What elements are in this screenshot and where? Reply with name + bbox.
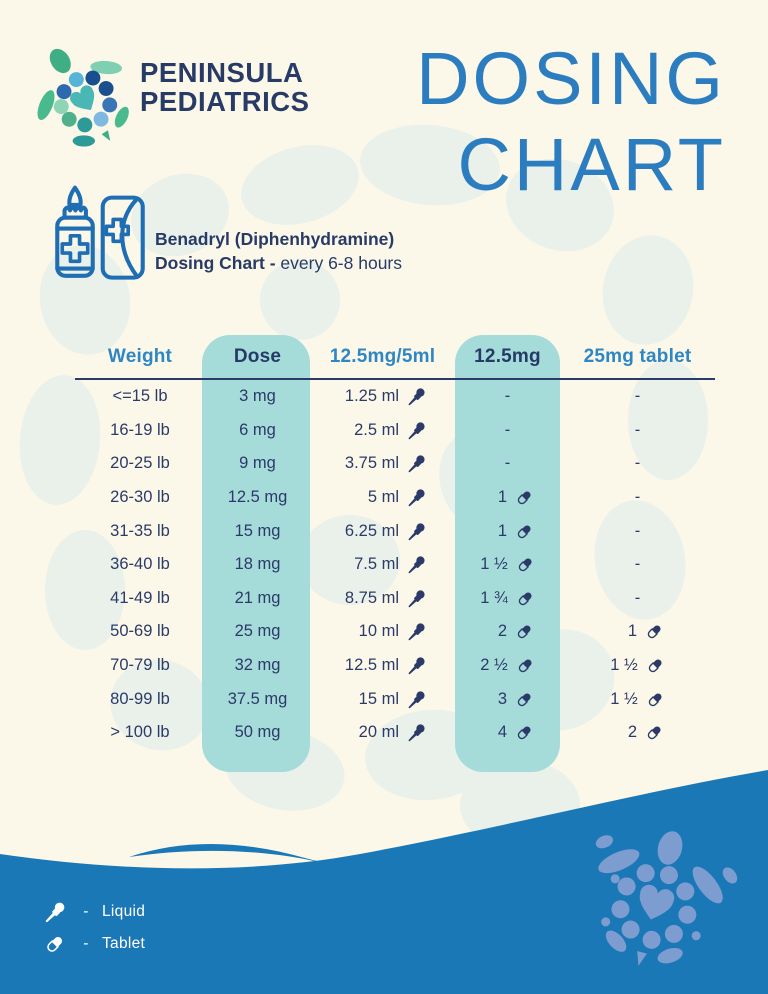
legend-tablet-label: Tablet <box>102 935 146 952</box>
dose-cell: 37.5 mg <box>227 689 288 708</box>
tablet-cell <box>560 555 715 574</box>
dosing-frequency: Dosing Chart - every 6-8 hours <box>155 253 403 273</box>
header-weight: Weight <box>107 345 173 367</box>
legend-separator: - <box>83 903 89 920</box>
tablet-cell <box>560 488 715 507</box>
capsule-icon <box>645 622 664 641</box>
weight-cell: 41-49 lb <box>110 588 170 607</box>
brand-line-1: PENINSULA <box>140 57 304 88</box>
dose-cell: 21 mg <box>234 588 281 607</box>
table-row <box>75 447 715 481</box>
capsule-icon <box>515 690 534 709</box>
medication-name: Benadryl (Diphenhydramine) <box>155 229 395 249</box>
legend-liquid-label: Liquid <box>102 903 146 920</box>
legend-liquid <box>44 901 145 923</box>
chew-cell: 4 <box>455 723 560 742</box>
weight-cell: 50-69 lb <box>110 622 170 641</box>
weight-cell: > 100 lb <box>110 723 170 742</box>
table-row <box>75 649 715 683</box>
weight-cell: 20-25 lb <box>110 454 170 473</box>
weight-cell: 16-19 lb <box>110 420 170 439</box>
empty-dash: - <box>504 454 511 473</box>
capsule-icon <box>645 723 664 742</box>
dropper-icon <box>407 690 426 709</box>
dropper-icon <box>407 387 426 406</box>
liquid-cell: 3.75 ml <box>310 454 455 473</box>
empty-dash: - <box>504 420 511 439</box>
capsule-icon <box>516 555 535 574</box>
dose-cell: 50 mg <box>234 723 281 742</box>
dose-cell: 15 mg <box>234 521 281 540</box>
capsule-icon <box>516 656 535 675</box>
dropper-icon <box>407 488 426 507</box>
capsule-icon <box>515 622 534 641</box>
empty-dash: - <box>504 387 511 406</box>
weight-cell: 26-30 lb <box>110 488 170 507</box>
capsule-icon <box>515 488 534 507</box>
empty-dash: - <box>634 488 641 507</box>
chew-cell: 1 ½ <box>455 555 560 574</box>
dose-cell: 3 mg <box>239 387 276 406</box>
table-row <box>75 514 715 548</box>
capsule-icon <box>515 522 534 541</box>
table-header-row <box>75 335 715 378</box>
chew-cell: 1 <box>455 522 560 541</box>
dropper-icon <box>407 421 426 440</box>
capsule-icon <box>516 589 535 608</box>
empty-dash: - <box>634 555 641 574</box>
legend-tablet <box>44 933 145 955</box>
brand-wordmark <box>140 58 310 116</box>
liquid-cell: 5 ml <box>310 488 455 507</box>
dropper-icon <box>407 723 426 742</box>
liquid-cell: 12.5 ml <box>310 656 455 675</box>
chew-cell: 1 <box>455 488 560 507</box>
tablet-cell: 2 <box>560 723 715 742</box>
dose-cell: 32 mg <box>234 656 281 675</box>
weight-cell: 70-79 lb <box>110 656 170 675</box>
chew-cell: 2 ½ <box>455 656 560 675</box>
liquid-cell: 20 ml <box>310 723 455 742</box>
wave-shape <box>0 770 768 994</box>
brand-line-2: PEDIATRICS <box>140 86 310 117</box>
page-title <box>416 36 726 208</box>
tablet-cell <box>560 522 715 541</box>
dose-cell: 9 mg <box>239 454 276 473</box>
header-chew: 12.5mg <box>474 345 541 367</box>
medicine-bottle-icon <box>50 182 150 286</box>
dropper-icon <box>407 656 426 675</box>
empty-dash: - <box>634 387 641 406</box>
chew-cell: 1 ¾ <box>455 589 560 608</box>
dose-cell: 6 mg <box>239 420 276 439</box>
table-row <box>75 414 715 448</box>
table-row <box>75 716 715 750</box>
table-row <box>75 380 715 414</box>
liquid-cell: 15 ml <box>310 690 455 709</box>
tablet-cell <box>560 454 715 473</box>
liquid-cell: 2.5 ml <box>310 421 455 440</box>
medication-info <box>155 227 402 275</box>
dropper-icon <box>407 522 426 541</box>
empty-dash: - <box>634 420 641 439</box>
bottom-wave <box>0 754 768 994</box>
dropper-icon <box>44 901 66 923</box>
header-tablet: 25mg tablet <box>583 345 692 367</box>
header-dose: Dose <box>233 345 282 367</box>
liquid-cell: 1.25 ml <box>310 387 455 406</box>
tablet-cell: 1 <box>560 622 715 641</box>
chew-cell <box>455 421 560 440</box>
tablet-cell <box>560 589 715 608</box>
dropper-icon <box>407 454 426 473</box>
table-row <box>75 682 715 716</box>
chew-cell <box>455 387 560 406</box>
table-row <box>75 548 715 582</box>
logo-turtle-icon <box>30 38 142 156</box>
chew-cell: 3 <box>455 690 560 709</box>
title-line-2: CHART <box>457 123 726 206</box>
tablet-cell: 1 ½ <box>560 690 715 709</box>
dose-cell: 25 mg <box>234 622 281 641</box>
weight-cell: 31-35 lb <box>110 521 170 540</box>
dose-cell: 12.5 mg <box>227 488 288 507</box>
weight-cell: <=15 lb <box>112 387 168 406</box>
table-row <box>75 582 715 616</box>
empty-dash: - <box>634 588 641 607</box>
chew-cell <box>455 454 560 473</box>
tablet-cell <box>560 387 715 406</box>
capsule-icon <box>646 690 665 709</box>
table-row <box>75 615 715 649</box>
title-line-1: DOSING <box>416 37 726 120</box>
capsule-icon <box>515 723 534 742</box>
capsule-icon <box>646 656 665 675</box>
capsule-icon <box>44 933 66 955</box>
dose-cell: 18 mg <box>234 555 281 574</box>
tablet-cell: 1 ½ <box>560 656 715 675</box>
dropper-icon <box>407 589 426 608</box>
dropper-icon <box>407 555 426 574</box>
dosing-table <box>75 335 715 750</box>
weight-cell: 80-99 lb <box>110 689 170 708</box>
chew-cell: 2 <box>455 622 560 641</box>
header-liquid: 12.5mg/5ml <box>329 345 436 367</box>
weight-cell: 36-40 lb <box>110 555 170 574</box>
liquid-cell: 10 ml <box>310 622 455 641</box>
table-row <box>75 481 715 515</box>
tablet-cell <box>560 421 715 440</box>
legend-separator: - <box>83 935 89 952</box>
liquid-cell: 7.5 ml <box>310 555 455 574</box>
empty-dash: - <box>634 521 641 540</box>
empty-dash: - <box>634 454 641 473</box>
liquid-cell: 6.25 ml <box>310 522 455 541</box>
dropper-icon <box>407 622 426 641</box>
liquid-cell: 8.75 ml <box>310 589 455 608</box>
table-body <box>75 380 715 750</box>
